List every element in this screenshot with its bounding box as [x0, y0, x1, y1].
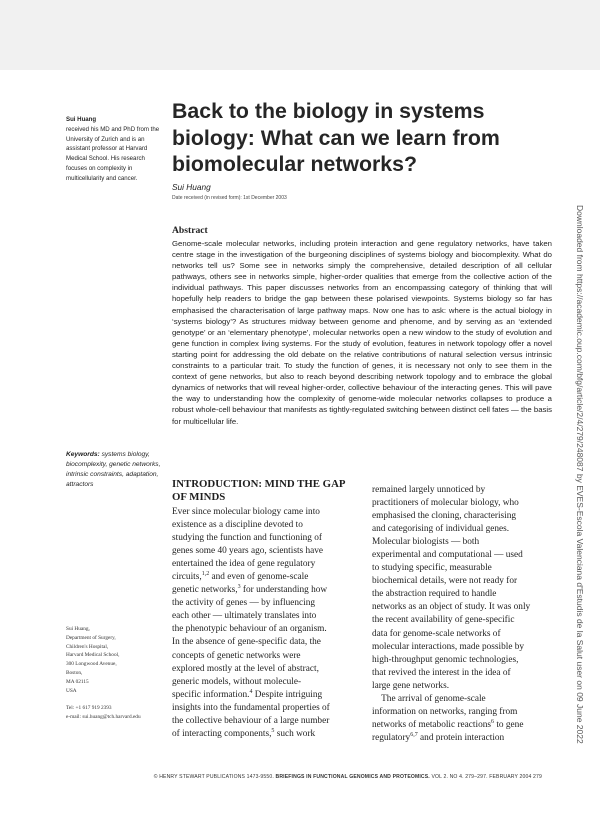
- citation-ref: 5: [271, 727, 275, 734]
- author-bio-text: received his MD and PhD from the University of Zurich and is an assistant professor at Harvard Medical School. His research focuses on complexity in multicellularity and cancer.: [66, 125, 160, 182]
- introduction-column-2: [372, 484, 548, 745]
- text-span: Despite intriguing: [252, 689, 323, 700]
- keywords-label: Keywords:: [66, 451, 100, 458]
- text-line: concepts of genetic networks were: [172, 650, 301, 661]
- address-line: Department of Surgery,: [66, 634, 116, 641]
- article-title: Back to the biology in systems biology: What can we learn from biomolecular networks?: [172, 99, 500, 176]
- keywords-text: systems biology, biocomplexity, genetic networks, intrinsic constraints, adaptation, attractors: [66, 451, 161, 488]
- text-span: genetic networks,: [172, 585, 238, 596]
- text-span: specific information.: [172, 689, 250, 700]
- address-line: MA 02115: [66, 678, 89, 685]
- text-line: [372, 732, 548, 745]
- text-span: and even of genome-scale: [209, 572, 309, 583]
- author-bio-name: Sui Huang: [66, 116, 97, 123]
- introduction-heading: INTRODUCTION: MIND THE GAP OF MINDS: [172, 478, 345, 503]
- text-line: the phenotypic behaviour of an organism.: [172, 624, 327, 635]
- citation-ref: 6: [491, 718, 495, 725]
- abstract-body: Genome-scale molecular networks, including protein interaction and gene regulatory networks, have taken centre stage in the investigation of the burgeoning disciplines of systems biology and biocomplexity. What do networks tell us? Some see in networks simply the comprehensive, detailed description of all cellular pathways, others see in networks simple, higher-order qualities that emerge from the collective action of the individual pathways. This paper discusses networks from an encompassing category of thinking that will hopefully help readers to bridge the gap between these polarised viewpoints. Systems biology so far has emphasised the characterisation of large pathway maps. Now one has to ask: where is the actual biology in ‘systems biology’? As structures midway between genome and phenome, and by serving as an ‘extended genotype’ or an ‘elementary phenotype’, molecular networks open a new window to the study of evolution and gene function in complex living systems. For the study of evolution, features in network topology offer a novel starting point for addressing the old debate on the relative contributions of natural selection versus intrinsic constraints to a particular trait. To study the function of genes, it is necessary not only to see them in the context of gene networks, but also to reach beyond describing network topology and to embrace the global dynamics of networks that will reveal higher-order, collective behaviour of the interacting genes. This will pave the way to understanding how the complexity of genome-wide molecular networks collapses to produce a robust whole-cell behaviour that manifests as tightly-regulated switching between distinct cell fates — the basis for multicellular life.: [172, 239, 552, 426]
- citation-ref: 4: [249, 688, 253, 695]
- text-span: circuits,: [172, 572, 202, 583]
- text-line: [172, 584, 348, 597]
- top-header-band: [0, 0, 600, 70]
- text-line: the abstraction required to handle: [372, 589, 497, 600]
- footer-publisher: © HENRY STEWART PUBLICATIONS 1473-9550.: [153, 774, 274, 780]
- download-notice: Downloaded from https://academic.oup.com/bfg/article/2/4/279/248087 by EVES-Escola Valenciana d'Estudis de la Salut user on 09 June 2022: [575, 205, 585, 744]
- text-line: the activity of genes — by influencing: [172, 598, 316, 609]
- text-span: of interacting components,: [172, 728, 272, 739]
- text-line: the recent availability of gene-specific: [372, 615, 515, 626]
- address-email: e-mail: sui.huang@tch.harvard.edu: [66, 713, 141, 720]
- text-line: insights into the fundamental properties of: [172, 702, 330, 713]
- footer-page-number: 279: [533, 774, 542, 780]
- text-line: large gene networks.: [372, 680, 450, 691]
- text-line: The arrival of genome-scale: [372, 693, 486, 704]
- address-line: Sui Huang,: [66, 626, 90, 632]
- text-span: networks of metabolic reactions: [372, 719, 492, 730]
- text-line: experimental and computational — used: [372, 550, 523, 561]
- text-line: existence as a discipline devoted to: [172, 520, 303, 531]
- text-line: data for genome-scale networks of: [372, 628, 501, 639]
- text-line: biochemical details, were not ready for: [372, 576, 518, 587]
- correspondence-address: [66, 625, 166, 722]
- date-received: Date received (in revised form): 1st December 2003: [172, 195, 287, 201]
- citation-ref: 3: [237, 584, 241, 591]
- text-line: genes some 40 years ago, scientists have: [172, 546, 324, 557]
- introduction-column-1: [172, 506, 348, 741]
- footer-journal: BRIEFINGS IN FUNCTIONAL GENOMICS AND PROTEOMICS.: [275, 774, 430, 780]
- text-line: [172, 689, 348, 702]
- text-line: each other — ultimately translates into: [172, 611, 317, 622]
- address-line: USA: [66, 687, 77, 694]
- text-line: that revived the interest in the idea of: [372, 667, 511, 678]
- text-line: to studying specific, measurable: [372, 563, 492, 574]
- text-line: generic models, without molecule-: [172, 676, 302, 687]
- text-line: [372, 719, 548, 732]
- text-line: remained largely unnoticed by: [372, 485, 486, 495]
- text-line: Ever since molecular biology came into: [172, 507, 320, 517]
- text-line: networks as an object of study. It was only: [372, 602, 531, 613]
- text-line: studying the function and functioning of: [172, 533, 323, 544]
- address-line: 300 Longwood Avenue,: [66, 661, 117, 668]
- text-span: regulatory: [372, 732, 411, 743]
- text-span: to gene: [494, 719, 524, 730]
- footer-volume: VOL 2. NO 4. 279–297. FEBRUARY 2004: [431, 774, 532, 780]
- text-line: emphasised the cloning, characterising: [372, 511, 517, 522]
- text-line: practitioners of molecular biology, who: [372, 498, 519, 509]
- citation-ref: 6,7: [410, 731, 418, 738]
- author-bio: [66, 115, 166, 184]
- text-span: and protein interaction: [417, 732, 505, 743]
- text-line: Molecular biologists — both: [372, 537, 480, 548]
- text-line: [172, 571, 348, 584]
- address-line: Harvard Medical School,: [66, 652, 120, 659]
- text-span: for understanding how: [240, 585, 328, 596]
- keywords: [66, 450, 166, 490]
- text-line: molecular interactions, made possible by: [372, 641, 525, 652]
- address-telephone: Tel: +1 617 919 2393: [66, 705, 112, 712]
- abstract-heading: Abstract: [172, 225, 208, 236]
- text-line: In the absence of gene-specific data, the: [172, 637, 321, 648]
- text-line: the collective behaviour of a large number: [172, 715, 330, 726]
- page-footer: [60, 774, 542, 780]
- text-line: entertained the idea of gene regulatory: [172, 559, 316, 570]
- text-line: explored mostly at the level of abstract,: [172, 663, 319, 674]
- text-line: high-throughput genomic technologies,: [372, 654, 519, 665]
- author-byline: Sui Huang: [172, 182, 211, 192]
- text-line: [172, 728, 348, 741]
- address-line: Boston,: [66, 669, 83, 676]
- address-line: Children's Hospital,: [66, 643, 109, 650]
- text-span: such work: [274, 728, 316, 739]
- text-line: information on networks, ranging from: [372, 706, 518, 717]
- citation-ref: 1,2: [201, 571, 210, 578]
- text-line: and categorising of individual genes.: [372, 524, 510, 535]
